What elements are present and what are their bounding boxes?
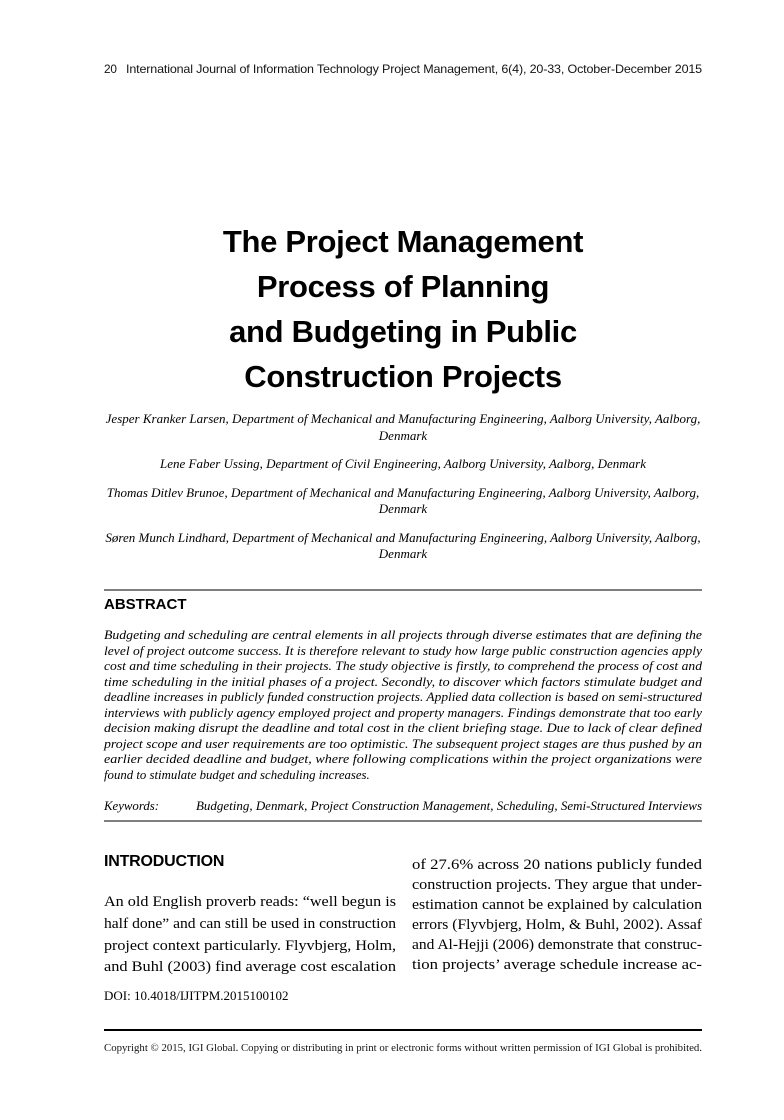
text-line: construction projects. They argue that under- [412, 877, 702, 893]
abstract-top-rule [104, 589, 702, 591]
copyright-footer: Copyright © 2015, IGI Global. Copying or distributing in print or electronic forms without written permission of IGI Global is prohibited. [104, 1042, 702, 1054]
intro-left-paragraph [104, 892, 396, 979]
text-line: found to stimulate budget and scheduling increases. [104, 767, 370, 782]
text-line: tion projects’ average schedule increase ac- [412, 957, 702, 973]
author-affiliation: Søren Munch Lindhard, Department of Mechanical and Manufacturing Engineering, Aalborg University, Aalborg, Denmark [105, 529, 701, 561]
text-line: level of project outcome success. It is therefore relevant to study how large public construction agencies apply [104, 643, 702, 658]
text-line: and Budgeting in Public [229, 314, 577, 349]
text-line: earlier decided deadline and budget, where following complications within the project organizations were [104, 752, 702, 766]
intro-right-column [412, 855, 702, 975]
text-line: Construction Projects [244, 359, 562, 394]
author-block [104, 411, 702, 575]
text-line: An old English proverb reads: “well begun is [104, 894, 396, 910]
text-line: and Buhl (2003) find average cost escalation [104, 959, 396, 976]
footer-rule [104, 1029, 702, 1031]
keywords-bottom-rule [104, 820, 702, 822]
doi-line: DOI: 10.4018/IJITPM.2015100102 [104, 988, 289, 1003]
text-line: Process of Planning [256, 269, 550, 304]
keywords-list: Budgeting, Denmark, Project Construction Management, Scheduling, Semi-Structured Interviews [196, 799, 702, 813]
text-line: The Project Management [222, 224, 584, 259]
journal-header [104, 62, 702, 76]
text-line: estimation cannot be explained by calculation [412, 897, 702, 913]
intro-left-column [104, 853, 396, 979]
abstract-heading: ABSTRACT [104, 596, 187, 613]
journal-citation-line: International Journal of Information Technology Project Management, 6(4), 20-33, October-December 2015 [125, 62, 702, 76]
text-line: cost and time scheduling in their projects. The study objective is firstly, to comprehend the process of cost and [104, 659, 702, 673]
author-affiliation: Jesper Kranker Larsen, Department of Mechanical and Manufacturing Engineering, Aalborg University, Aalborg, Denmark [105, 411, 701, 443]
text-line: half done” and can still be used in construction [104, 915, 396, 932]
abstract-body [104, 628, 702, 783]
keywords-label: Keywords: [104, 799, 159, 813]
introduction-heading: INTRODUCTION [104, 853, 225, 870]
page-number: 20 [104, 62, 117, 76]
text-line: errors (Flyvbjerg, Holm, & Buhl, 2002). Assaf [412, 917, 702, 933]
author-affiliation: Thomas Ditlev Brunoe, Department of Mechanical and Manufacturing Engineering, Aalborg University, Aalborg, Denmark [106, 484, 700, 516]
text-line: interviews with publicly agency employed project and property managers. Findings demonstrate that too early [104, 705, 702, 720]
text-line: project context particularly. Flyvbjerg, Holm, [104, 937, 396, 954]
text-line: decision making disrupt the deadline and total cost in the client briefing stage. Due to lack of clear defined [104, 721, 702, 735]
article-title [104, 219, 702, 399]
text-line: of 27.6% across 20 nations publicly funded [412, 857, 702, 873]
text-line: and Al-Hejji (2006) demonstrate that construc- [412, 937, 702, 953]
text-line: time scheduling in the initial phases of a project. Secondly, to discover which factors stimulate budget and [104, 674, 702, 689]
keywords-row [104, 799, 702, 815]
text-line: Budgeting and scheduling are central elements in all projects through diverse estimates that are defining the [104, 628, 702, 642]
text-line: project scope and user requirements are too optimistic. The subsequent project stages are thus pushed by an [104, 736, 702, 751]
text-line: deadline increases in publicly funded construction projects. Applied data collection is based on semi-structured [104, 690, 702, 704]
author-affiliation: Lene Faber Ussing, Department of Civil Engineering, Aalborg University, Aalborg, Denmark [159, 456, 646, 471]
